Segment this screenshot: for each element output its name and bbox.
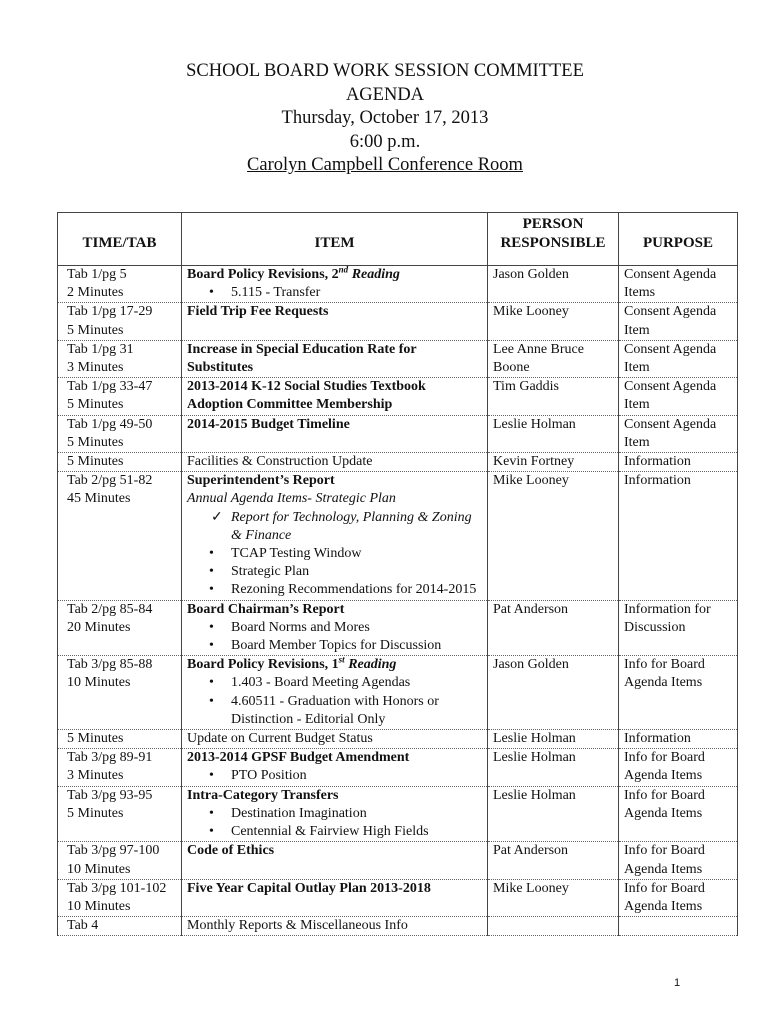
item-cell (182, 879, 488, 916)
sub-item: • Strategic Plan (209, 563, 482, 581)
sub-item-list (187, 619, 482, 655)
purpose-cell: Info for Board Agenda Items (619, 786, 738, 842)
item-title-suffix: Reading (348, 267, 400, 282)
time-allotted: 5 Minutes (67, 805, 124, 821)
item-title (187, 341, 482, 377)
item-cell (182, 917, 488, 936)
purpose-cell: Consent Agenda Items (619, 266, 738, 303)
person-responsible: Kevin Fortney (488, 453, 619, 472)
sub-item-list (187, 545, 482, 600)
item-cell (182, 730, 488, 749)
agenda-row (58, 266, 738, 303)
tab-reference: 5 Minutes (67, 731, 124, 747)
purpose-cell: Information (619, 453, 738, 472)
item-title (187, 378, 482, 414)
item-title (187, 656, 482, 674)
time-allotted: 5 Minutes (67, 397, 124, 413)
person-responsible: Pat Anderson (488, 600, 619, 656)
person-responsible: Lee Anne Bruce Boone (488, 340, 619, 377)
time-tab-cell (58, 266, 182, 303)
item-title (187, 749, 482, 767)
time-allotted: 5 Minutes (67, 322, 124, 338)
sub-item-list (187, 767, 482, 785)
item-cell (182, 340, 488, 377)
item-title-text: Field Trip Fee Requests (187, 304, 329, 320)
item-title (187, 453, 482, 471)
time-allotted: 10 Minutes (67, 675, 131, 691)
item-cell (182, 472, 488, 600)
item-title (187, 787, 482, 805)
person-responsible: Leslie Holman (488, 730, 619, 749)
item-cell (182, 266, 488, 303)
time-allotted: 5 Minutes (67, 434, 124, 450)
item-title-text: 2013-2014 GPSF Budget Amendment (187, 750, 410, 766)
agenda-row (58, 879, 738, 916)
tab-reference: Tab 4 (67, 918, 99, 934)
item-title-text: Code of Ethics (187, 843, 275, 859)
purpose-cell (619, 917, 738, 936)
tab-reference: 5 Minutes (67, 454, 124, 470)
sub-item: • Board Norms and Mores (209, 619, 482, 637)
tab-reference: Tab 1/pg 31 (67, 341, 134, 357)
time-tab-cell (58, 340, 182, 377)
tab-reference: Tab 2/pg 51-82 (67, 473, 153, 489)
sub-item-list (187, 284, 482, 302)
sub-item: • TCAP Testing Window (209, 545, 482, 563)
time-allotted: 20 Minutes (67, 619, 131, 635)
item-cell (182, 656, 488, 730)
item-title-text: Increase in Special Education Rate for Substitutes (187, 341, 417, 376)
sub-item: • 4.60511 - Graduation with Honors or Distinction - Editorial Only (209, 693, 482, 729)
time-tab-cell (58, 730, 182, 749)
item-title (187, 880, 482, 898)
item-title-text: 2014-2015 Budget Timeline (187, 416, 350, 432)
tab-reference: Tab 3/pg 93-95 (67, 787, 153, 803)
item-title-ordinal: nd (338, 264, 349, 275)
time-allotted: 10 Minutes (67, 898, 131, 914)
item-title-text: Board Chairman’s Report (187, 601, 345, 617)
item-title-text: Update on Current Budget Status (187, 731, 373, 747)
item-title-text: Five Year Capital Outlay Plan 2013-2018 (187, 880, 431, 896)
person-responsible: Leslie Holman (488, 749, 619, 786)
item-cell (182, 786, 488, 842)
col-header-purpose: PURPOSE (619, 213, 738, 266)
person-responsible: Jason Golden (488, 266, 619, 303)
item-title-text: Facilities & Construction Update (187, 454, 373, 470)
time-tab-cell (58, 600, 182, 656)
item-title-text: Board Policy Revisions, 1 (187, 657, 339, 673)
time-allotted: 3 Minutes (67, 768, 124, 784)
time-tab-cell (58, 917, 182, 936)
col-header-person-line1: PERSON (522, 216, 584, 232)
tab-reference: Tab 1/pg 33-47 (67, 379, 153, 395)
agenda-row (58, 656, 738, 730)
time-tab-cell (58, 472, 182, 600)
tab-reference: Tab 1/pg 49-50 (67, 416, 153, 432)
person-responsible: Pat Anderson (488, 842, 619, 879)
item-title-text: Intra-Category Transfers (187, 787, 339, 803)
time-tab-cell (58, 453, 182, 472)
person-responsible: Mike Looney (488, 472, 619, 600)
agenda-row (58, 730, 738, 749)
agenda-row (58, 415, 738, 452)
time-tab-cell (58, 378, 182, 415)
person-responsible: Mike Looney (488, 303, 619, 340)
person-responsible: Leslie Holman (488, 786, 619, 842)
time-tab-cell (58, 842, 182, 879)
time-tab-cell (58, 656, 182, 730)
col-header-item: ITEM (182, 213, 488, 266)
tab-reference: Tab 3/pg 97-100 (67, 843, 160, 859)
purpose-cell: Consent Agenda Item (619, 340, 738, 377)
page-number: 1 (674, 977, 681, 989)
time-allotted: 45 Minutes (67, 491, 131, 507)
time-allotted: 3 Minutes (67, 360, 124, 376)
agenda-row (58, 453, 738, 472)
item-subtitle: Annual Agenda Items- Strategic Plan (187, 491, 396, 507)
checkmark-subitem: ✓ Report for Technology, Planning & Zoning & Finance (211, 509, 482, 545)
item-title-text: Board Policy Revisions, 2 (187, 267, 339, 282)
item-cell (182, 415, 488, 452)
item-title-text: Monthly Reports & Miscellaneous Info (187, 918, 408, 934)
time-allotted: 10 Minutes (67, 861, 131, 877)
purpose-cell: Information for Discussion (619, 600, 738, 656)
agenda-row (58, 303, 738, 340)
meeting-date: Thursday, October 17, 2013 (281, 108, 489, 128)
tab-reference: Tab 3/pg 101-102 (67, 880, 167, 896)
item-title-suffix: Reading (344, 657, 397, 673)
item-title (187, 472, 482, 490)
agenda-row (58, 472, 738, 600)
person-responsible: Leslie Holman (488, 415, 619, 452)
item-title (187, 416, 482, 434)
sub-item: • Centennial & Fairview High Fields (209, 823, 482, 841)
item-title (187, 842, 482, 860)
header-subtitle: AGENDA (345, 84, 425, 105)
agenda-row (58, 842, 738, 879)
tab-reference: Tab 3/pg 85-88 (67, 657, 153, 673)
time-tab-cell (58, 303, 182, 340)
purpose-cell: Info for Board Agenda Items (619, 656, 738, 730)
item-title (187, 917, 482, 935)
tab-reference: Tab 2/pg 85-84 (67, 601, 153, 617)
item-title-text: Superintendent’s Report (187, 473, 335, 489)
sub-item: • Destination Imagination (209, 805, 482, 823)
sub-item: • 1.403 - Board Meeting Agendas (209, 674, 482, 692)
purpose-cell: Consent Agenda Item (619, 378, 738, 415)
item-title (187, 730, 482, 748)
agenda-table (57, 212, 738, 936)
item-cell (182, 749, 488, 786)
header-title: SCHOOL BOARD WORK SESSION COMMITTEE (186, 61, 584, 81)
time-tab-cell (58, 415, 182, 452)
col-header-time-tab: TIME/TAB (58, 213, 182, 266)
purpose-cell: Consent Agenda Item (619, 303, 738, 340)
item-title-text: 2013-2014 K-12 Social Studies Textbook Adoption Committee Membership (187, 379, 426, 413)
sub-item: • Rezoning Recommendations for 2014-2015 (209, 581, 482, 599)
time-tab-cell (58, 786, 182, 842)
time-tab-cell (58, 879, 182, 916)
tab-reference: Tab 1/pg 5 (67, 267, 127, 282)
col-header-person (488, 213, 619, 266)
col-header-person-line2: RESPONSIBLE (500, 235, 606, 251)
purpose-cell: Info for Board Agenda Items (619, 749, 738, 786)
person-responsible (488, 917, 619, 936)
sub-item-list (187, 674, 482, 729)
time-tab-cell (58, 749, 182, 786)
purpose-cell: Information (619, 730, 738, 749)
purpose-cell: Information (619, 472, 738, 600)
tab-reference: Tab 1/pg 17-29 (67, 304, 153, 320)
purpose-cell: Consent Agenda Item (619, 415, 738, 452)
item-title (187, 303, 482, 321)
item-title-ordinal: st (338, 654, 345, 665)
agenda-header-row (58, 213, 738, 266)
sub-item: • 5.115 - Transfer (209, 284, 482, 302)
person-responsible: Mike Looney (488, 879, 619, 916)
person-responsible: Tim Gaddis (488, 378, 619, 415)
agenda-row (58, 786, 738, 842)
meeting-venue: Carolyn Campbell Conference Room (247, 155, 523, 175)
item-cell (182, 303, 488, 340)
purpose-cell: Info for Board Agenda Items (619, 879, 738, 916)
agenda-row (58, 600, 738, 656)
meeting-time: 6:00 p.m. (349, 131, 421, 152)
agenda-row (58, 749, 738, 786)
agenda-row (58, 378, 738, 415)
tab-reference: Tab 3/pg 89-91 (67, 750, 153, 766)
sub-item-list (187, 805, 482, 841)
item-cell (182, 378, 488, 415)
item-cell (182, 600, 488, 656)
time-allotted: 2 Minutes (67, 285, 124, 301)
item-title (187, 266, 482, 284)
person-responsible: Jason Golden (488, 656, 619, 730)
agenda-header (0, 60, 770, 178)
item-cell (182, 453, 488, 472)
agenda-row (58, 917, 738, 936)
purpose-cell: Info for Board Agenda Items (619, 842, 738, 879)
agenda-row (58, 340, 738, 377)
sub-item: • Board Member Topics for Discussion (209, 637, 482, 655)
item-title (187, 601, 482, 619)
sub-item: • PTO Position (209, 767, 482, 785)
item-cell (182, 842, 488, 879)
